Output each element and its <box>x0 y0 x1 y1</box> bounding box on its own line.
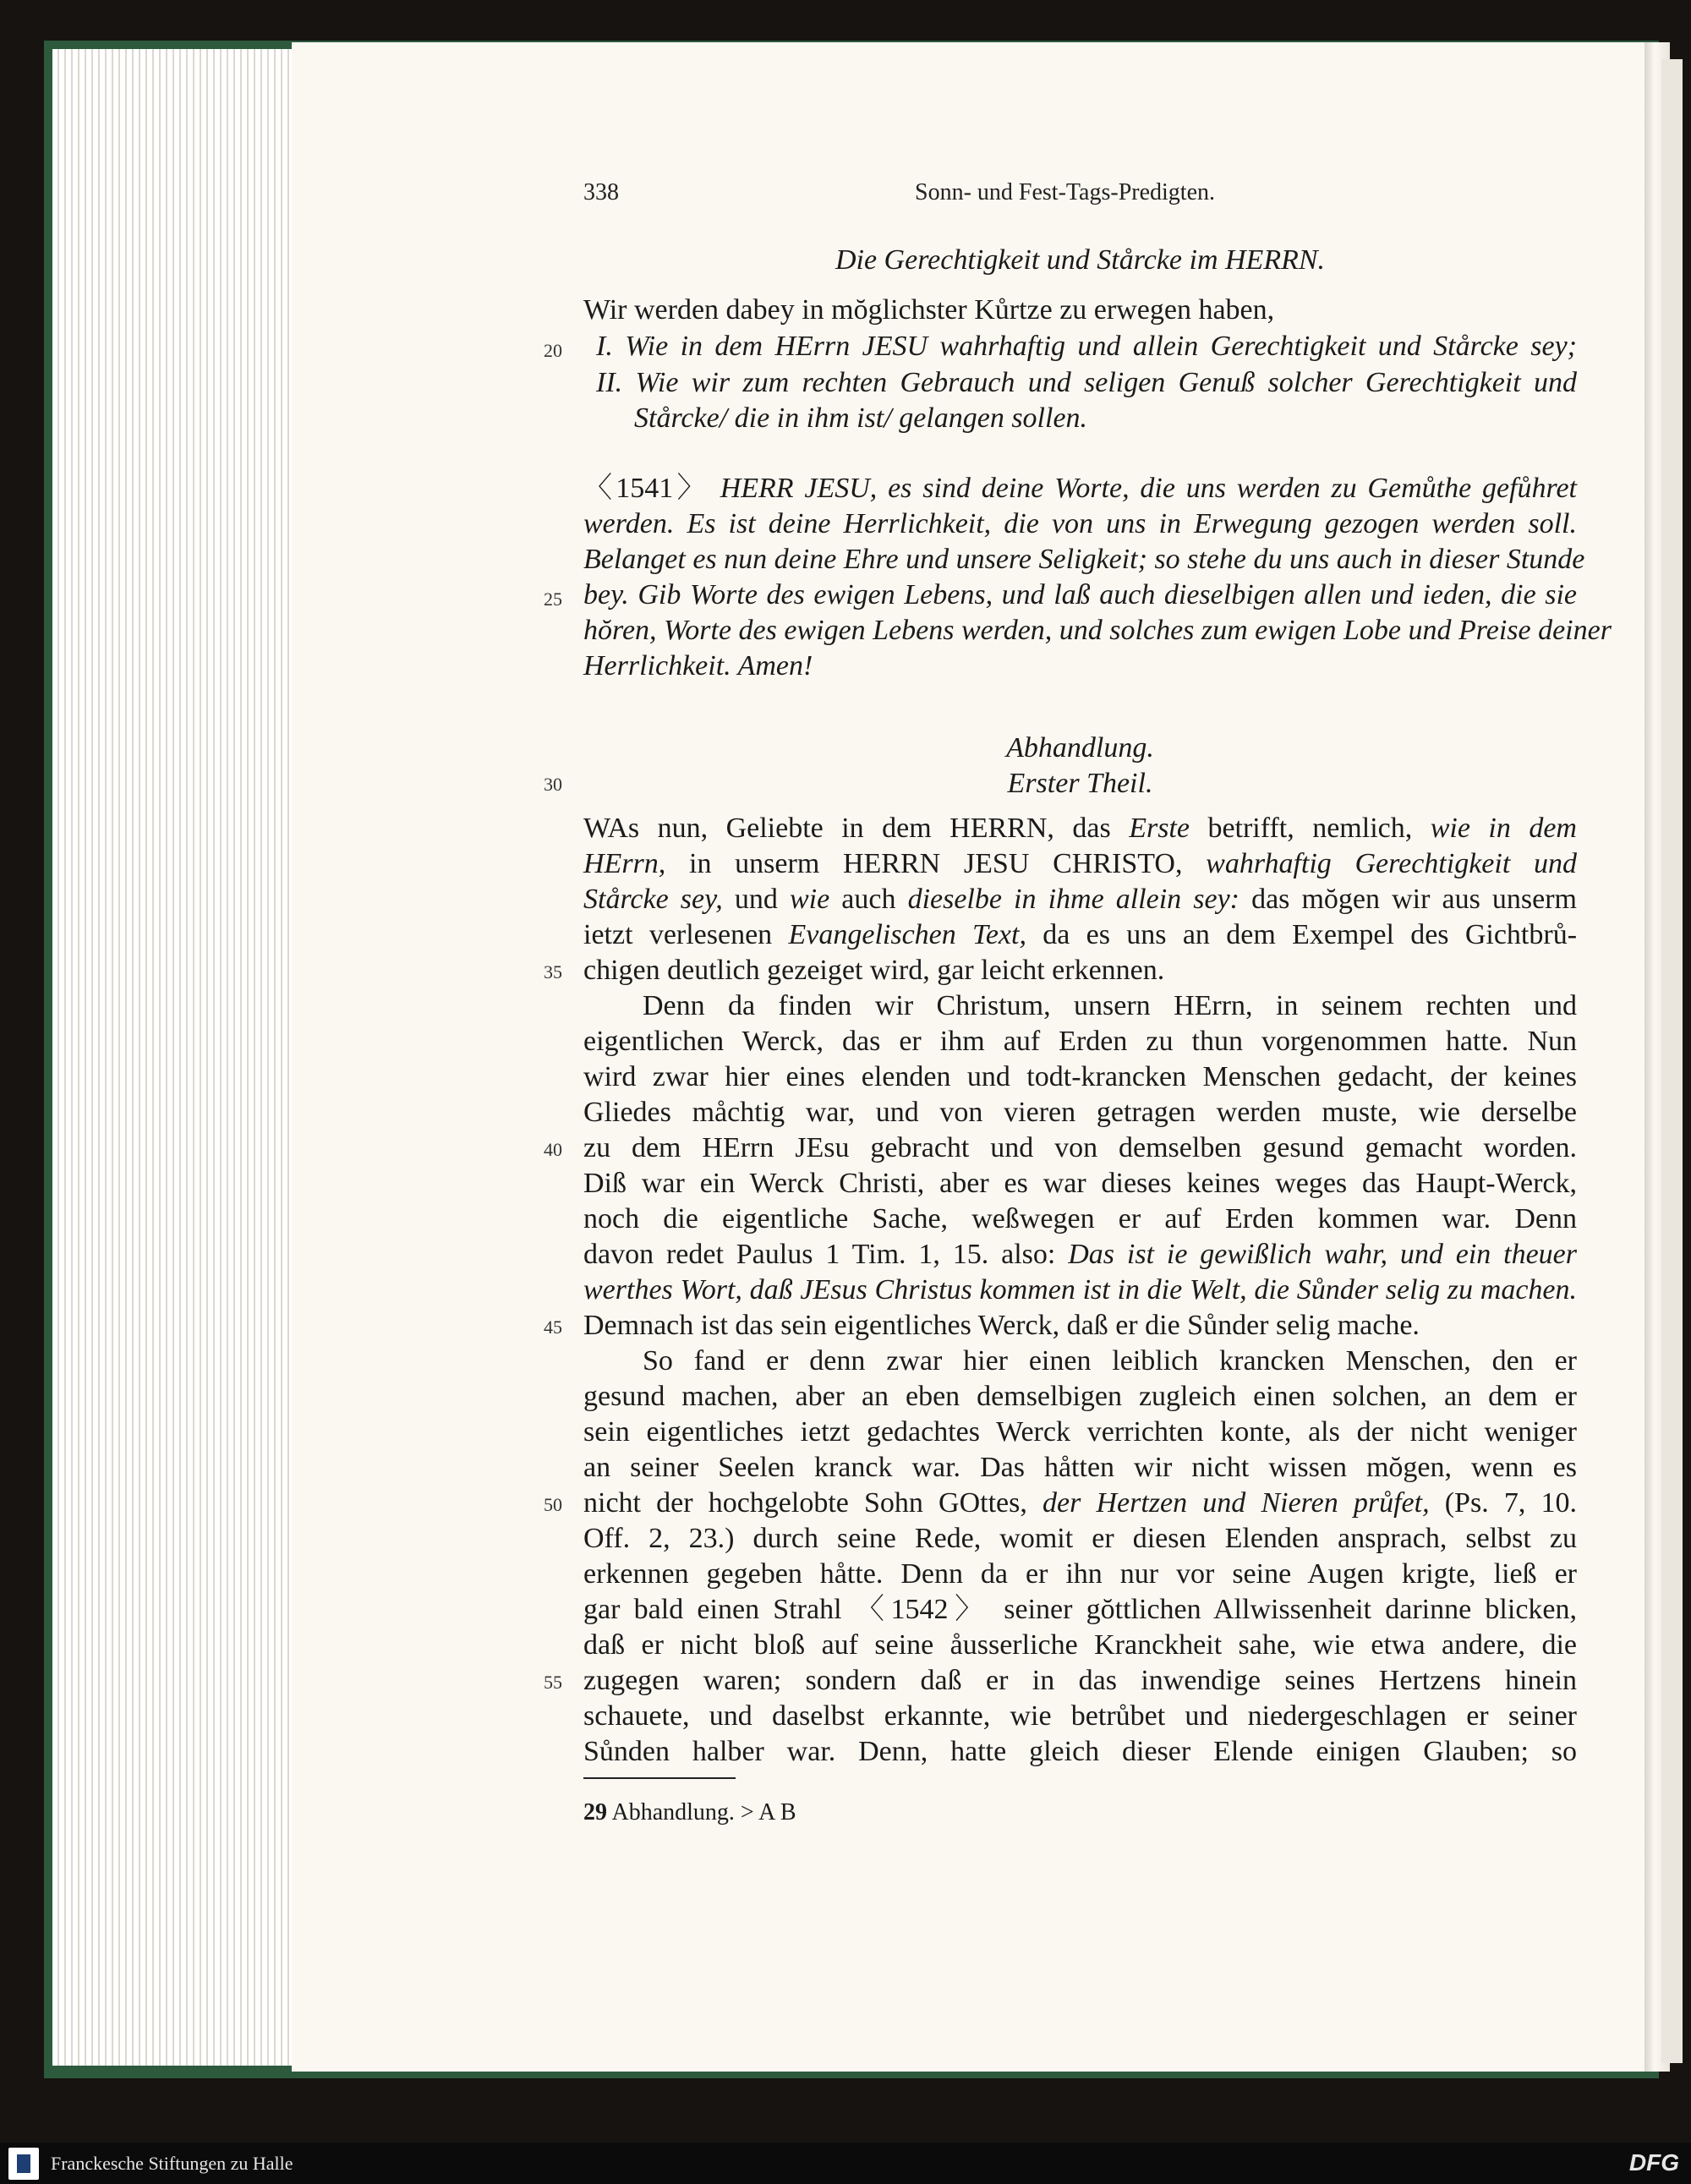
line-number: 45 <box>544 1316 562 1338</box>
text-line: gesund machen, aber an eben demselbigen zugleich einen solchen, an dem er <box>583 1381 1577 1412</box>
footnote <box>583 1799 796 1826</box>
dfg-logo: DFG <box>1628 2149 1679 2176</box>
text-line: ietzt verlesenen Evangelischen Text, da es uns an dem Exempel des Gichtbrů- <box>583 919 1578 950</box>
text-line: Wir werden dabey in mŏglichster Kůrtze zu erwegen haben, <box>583 294 1275 326</box>
text-line: So fand er denn zwar hier einen leiblich krancken Menschen, den er <box>643 1345 1577 1377</box>
line-number: 40 <box>544 1139 562 1160</box>
text-line: Herrlichkeit. Amen! <box>583 650 813 681</box>
page-edges <box>52 49 306 2066</box>
text-line: HErrn, in unserm HERRN JESU CHRISTO, wahrhaftig Gerechtigkeit und <box>583 848 1577 879</box>
line-number: 25 <box>544 588 562 610</box>
text-line: erkennen gegeben håtte. Denn da er ihn nur vor seine Augen krigte, ließ er <box>583 1558 1577 1590</box>
text-line: Sůnden halber war. Denn, hatte gleich dieser Elende einigen Glauben; so <box>583 1736 1577 1767</box>
text-line: Denn da finden wir Christum, unsern HErrn, in seinem rechten und <box>643 990 1577 1021</box>
text-line: werden. Es ist deine Herrlichkeit, die von uns in Erwegung gezogen werden soll. <box>583 508 1577 539</box>
text-line: noch die eigentliche Sache, weßwegen er auf Erden kommen war. Denn <box>583 1203 1577 1234</box>
text-line: Stårcke sey, und wie auch dieselbe in ihme allein sey: das mŏgen wir aus unserm <box>583 884 1578 915</box>
text-line: an seiner Seelen kranck war. Das håtten wir nicht wissen mŏgen, wenn es <box>583 1452 1577 1483</box>
text-line: eigentlichen Werck, das er ihm auf Erden zu thun vorgenommen hatte. Nun <box>583 1026 1577 1057</box>
line-number: 20 <box>544 340 562 361</box>
heading-erster-theil: Erster Theil. <box>1007 768 1153 799</box>
institution-name: Franckesche Stiftungen zu Halle <box>51 2153 293 2174</box>
line-number: 30 <box>544 774 562 795</box>
text-line: wird zwar hier eines elenden und todt-krancken Menschen gedacht, der keines <box>583 1061 1577 1092</box>
text-line: zugegen waren; sondern daß er in das inwendige seines Hertzens hinein <box>583 1665 1577 1696</box>
text-line: bey. Gib Worte des ewigen Lebens, und laß auch dieselbigen allen und ieden, die sie <box>583 579 1577 610</box>
text-line: hŏren, Worte des ewigen Lebens werden, und solches zum ewigen Lobe und Preise deiner <box>583 615 1612 646</box>
text-line: Stårcke/ die in ihm ist/ gelangen sollen. <box>634 402 1088 434</box>
footnote-rule <box>583 1777 736 1779</box>
heading-abhandlung: Abhandlung. <box>1006 732 1154 764</box>
footnote-text: Abhandlung. > A B <box>611 1799 796 1825</box>
text-line: gar bald einen Strahl 〈1542〉 seiner gŏttlichen Allwissenheit darinne blicken, <box>583 1594 1577 1625</box>
right-leaf <box>1661 59 1683 2063</box>
section-title: Die Gerechtigkeit und Stårcke im HERRN. <box>835 244 1326 276</box>
institution-logo-icon <box>8 2148 39 2180</box>
running-title: Sonn- und Fest-Tags-Predigten. <box>915 179 1216 205</box>
text-line: sein eigentliches ietzt gedachtes Werck verrichten konte, als der nicht weniger <box>583 1416 1577 1448</box>
page-number: 338 <box>583 179 619 205</box>
text-line: schauete, und daselbst erkannte, wie betrůbet und niedergeschlagen er seiner <box>583 1700 1577 1732</box>
text-line: Diß war ein Werck Christi, aber es war dieses keines weges das Haupt-Werck, <box>583 1168 1577 1199</box>
line-number: 55 <box>544 1672 562 1693</box>
text-line: Belanget es nun deine Ehre und unsere Seligkeit; so stehe du uns auch in dieser Stunde <box>583 544 1585 575</box>
text-line: chigen deutlich gezeiget wird, gar leicht erkennen. <box>583 955 1165 986</box>
footnote-number: 29 <box>583 1799 607 1825</box>
text-line: daß er nicht bloß auf seine åusserliche Kranckheit sahe, wie etwa andere, die <box>583 1629 1577 1661</box>
text-line: I. Wie in dem HErrn JESU wahrhaftig und allein Gerechtigkeit und Stårcke sey; <box>596 331 1577 362</box>
text-line: 〈1541〉 HERR JESU, es sind deine Worte, die uns werden zu Gemůthe gefůhret <box>583 473 1578 504</box>
text-line: II. Wie wir zum rechten Gebrauch und seligen Genuß solcher Gerechtigkeit und <box>596 367 1577 398</box>
text-line: nicht der hochgelobte Sohn GOttes, der Hertzen und Nieren průfet, (Ps. 7, 10. <box>583 1487 1577 1519</box>
text-line: Gliedes måchtig war, und von vieren getragen werden muste, wie derselbe <box>583 1097 1577 1128</box>
text-line: Demnach ist das sein eigentliches Werck, daß er die Sůnder selig mache. <box>583 1310 1420 1341</box>
text-line: werthes Wort, daß JEsus Christus kommen ist in die Welt, die Sůnder selig zu machen. <box>583 1274 1577 1305</box>
text-line: zu dem HErrn JEsu gebracht und von demselben gesund gemacht worden. <box>583 1132 1577 1163</box>
line-number: 35 <box>544 961 562 983</box>
text-line: Off. 2, 23.) durch seine Rede, womit er diesen Elenden ansprach, selbst zu <box>583 1523 1577 1554</box>
viewer-footer <box>0 2143 1691 2184</box>
line-number: 50 <box>544 1494 562 1515</box>
text-line: WAs nun, Geliebte in dem HERRN, das Erste betrifft, nemlich, wie in dem <box>583 813 1577 844</box>
text-line: davon redet Paulus 1 Tim. 1, 15. also: Das ist ie gewißlich wahr, und ein theuer <box>583 1239 1577 1270</box>
